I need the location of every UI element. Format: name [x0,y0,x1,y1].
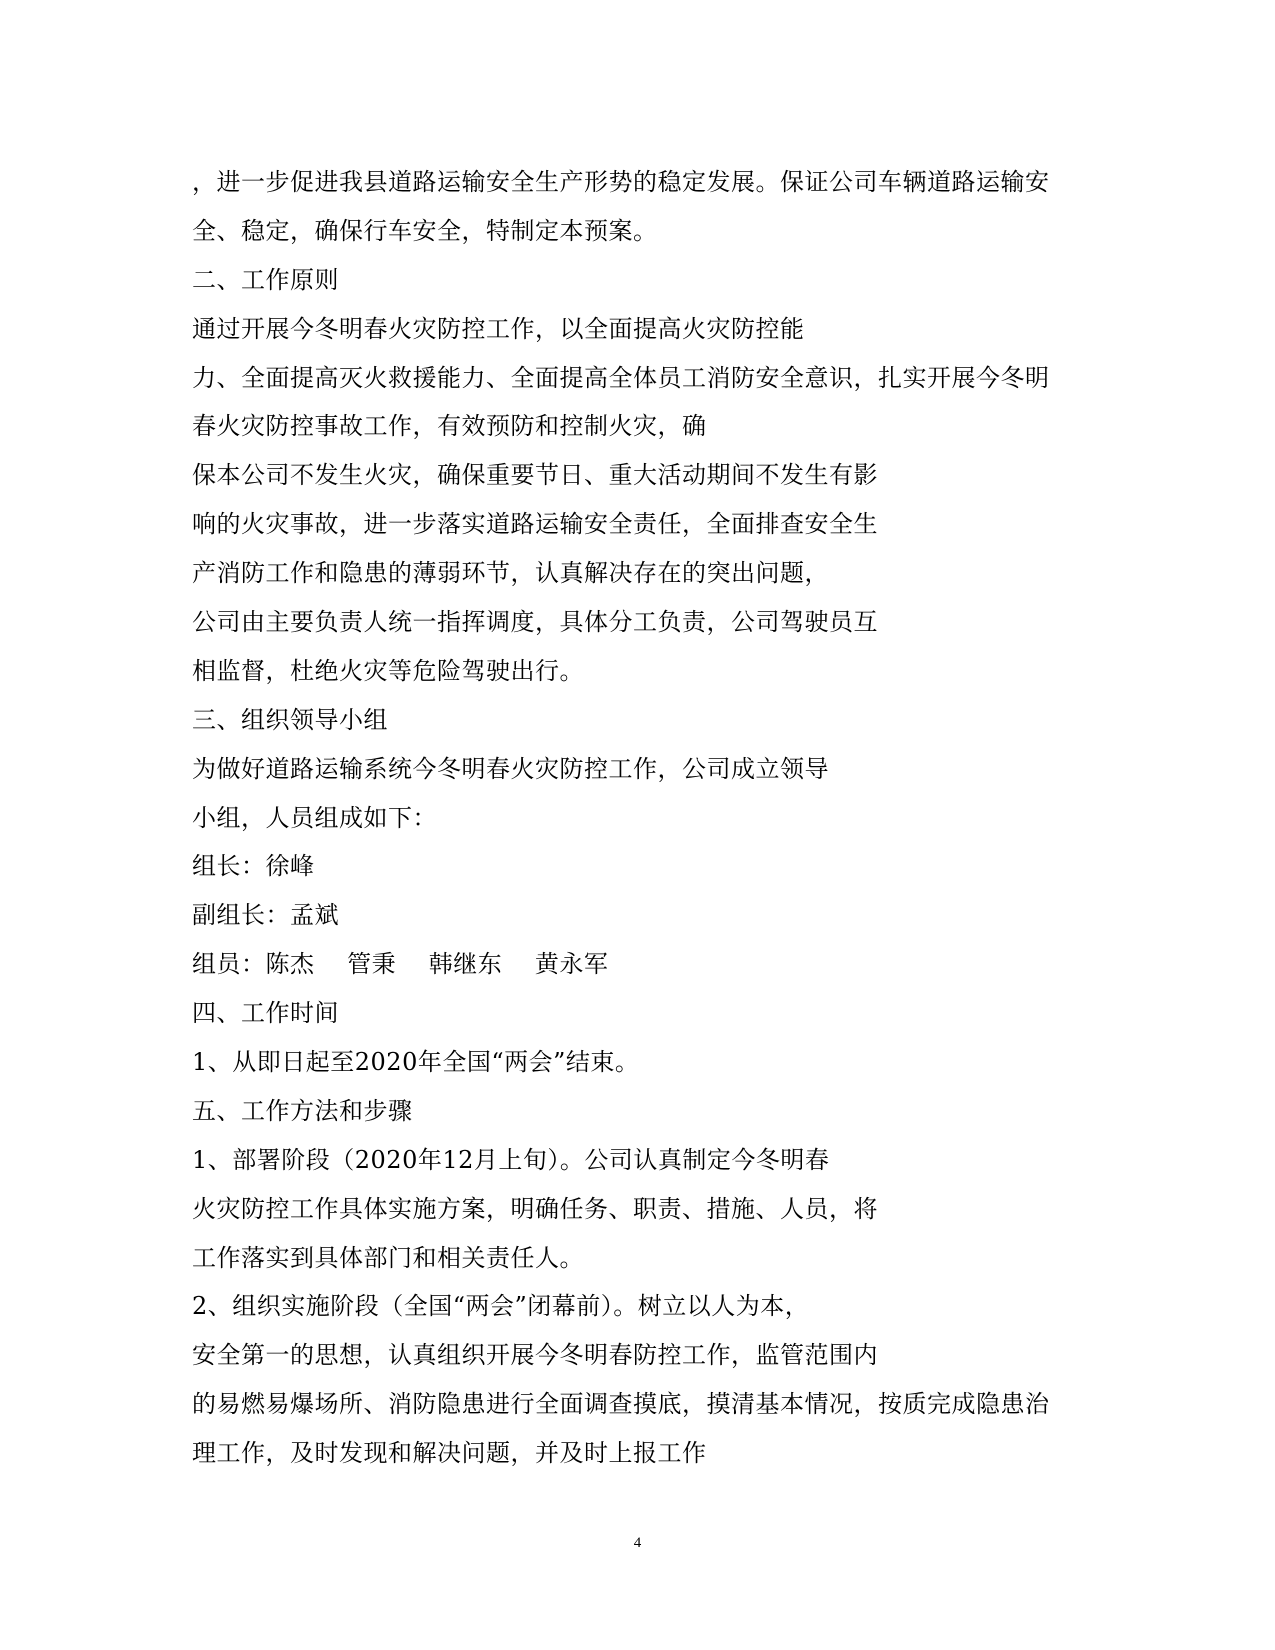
text-line: 春火灾防控事故工作，有效预防和控制火灾，确 [192,412,707,441]
section-heading: 二、工作原则 [192,265,339,294]
text-line: 全、稳定，确保行车安全，特制定本预案。 [192,216,658,245]
text-line: ，进一步促进我县道路运输安全生产形势的稳定发展。保证公司车辆道路运输安 [192,168,1050,196]
team-members-line: 组员：陈杰 管秉 韩继东 黄永军 [192,950,609,979]
text-line: 保本公司不发生火灾，确保重要节日、重大活动期间不发生有影 [192,461,878,490]
document-body [192,158,1092,1478]
text-line: 安全第一的思想，认真组织开展今冬明春防控工作，监管范围内 [192,1341,878,1370]
deputy-leader-line: 副组长：孟斌 [192,901,339,930]
text-line: 相监督，杜绝火灾等危险驾驶出行。 [192,656,584,685]
text-line: 理工作，及时发现和解决问题，并及时上报工作 [192,1439,707,1468]
section-heading: 五、工作方法和步骤 [192,1096,413,1125]
section-heading: 四、工作时间 [192,999,339,1028]
text-line: 小组，人员组成如下： [192,803,437,832]
text-line: 公司由主要负责人统一指挥调度，具体分工负责，公司驾驶员互 [192,608,878,637]
page-number: 4 [633,1535,642,1551]
text-line: 工作落实到具体部门和相关责任人。 [192,1243,584,1272]
section-heading: 三、组织领导小组 [192,705,388,734]
text-line: 响的火灾事故，进一步落实道路运输安全责任，全面排查安全生 [192,510,878,539]
text-line: 1、部署阶段（2020年12月上旬）。公司认真制定今冬明春 [192,1145,830,1174]
text-line: 产消防工作和隐患的薄弱环节，认真解决存在的突出问题， [192,559,829,588]
team-leader-line: 组长：徐峰 [192,852,315,881]
text-line: 通过开展今冬明春火灾防控工作，以全面提高火灾防控能 [192,314,805,343]
text-line: 2、组织实施阶段（全国“两会”闭幕前）。树立以人为本， [192,1292,810,1321]
text-line: 火灾防控工作具体实施方案，明确任务、职责、措施、人员，将 [192,1194,878,1223]
text-line: 为做好道路运输系统今冬明春火灾防控工作，公司成立领导 [192,754,829,783]
text-line: 1、从即日起至2020年全国“两会”结束。 [192,1048,640,1077]
text-line: 的易燃易爆场所、消防隐患进行全面调查摸底，摸清基本情况，按质完成隐患治 [192,1390,1050,1419]
text-line: 力、全面提高灭火救援能力、全面提高全体员工消防安全意识，扎实开展今冬明 [192,363,1050,392]
